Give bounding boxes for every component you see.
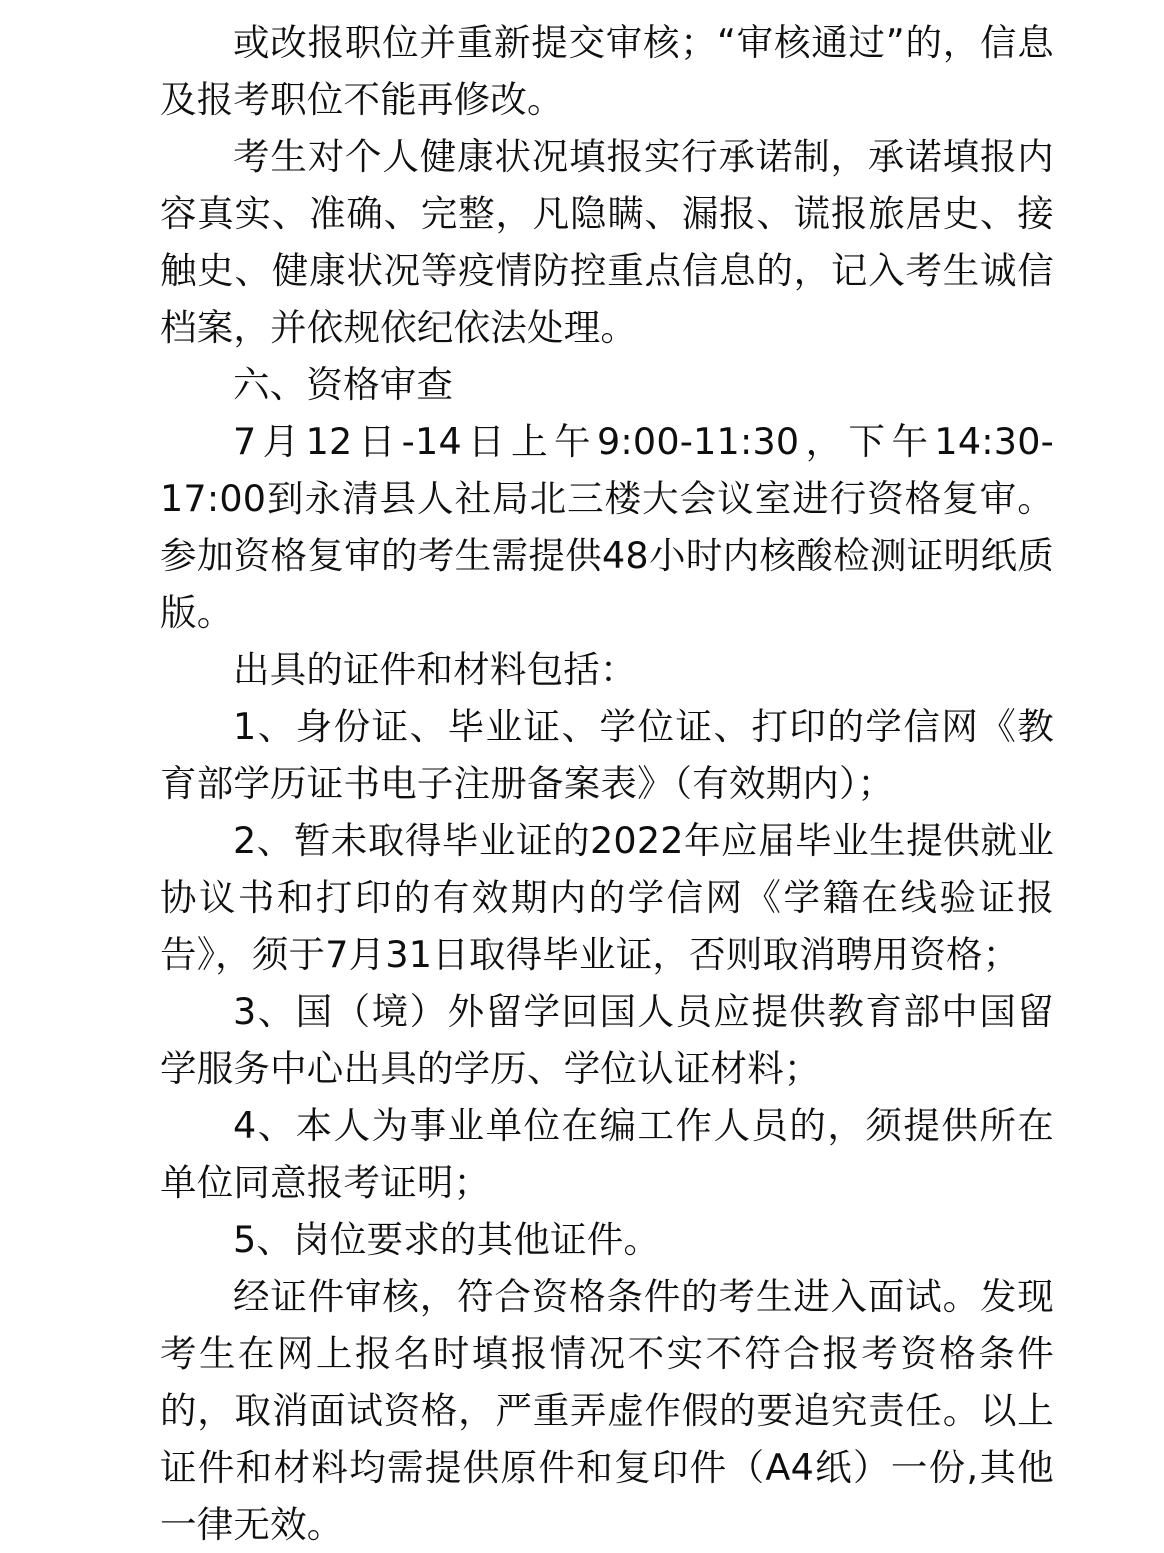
list-item-1-identity-documents: 1、身份证、毕业证、学位证、打印的学信网《教育部学历证书电子注册备案表》（有效期内）；: [160, 705, 1054, 805]
list-item-3-overseas-students: 3、国（境）外留学回国人员应提供教育部中国留学服务中心出具的学历、学位认证材料；: [160, 990, 1054, 1090]
paragraph-review-schedule: 7月12日-14日上午9:00-11:30，下午14:30-17:00到永清县人社局北三楼大会议室进行资格复审。参加资格复审的考生需提供48小时内核酸检测证明纸质版。: [160, 420, 1054, 634]
paragraph-revise-position: 或改报职位并重新提交审核；“审核通过”的，信息及报考职位不能再修改。: [160, 21, 1054, 121]
list-item-5-other-certificates: 5、岗位要求的其他证件。: [233, 1218, 661, 1261]
document-body: [160, 14, 1054, 1553]
list-item-4-public-institution-staff: 4、本人为事业单位在编工作人员的，须提供所在单位同意报考证明；: [160, 1104, 1054, 1204]
list-item-2-fresh-graduates: 2、暂未取得毕业证的2022年应届毕业生提供就业协议书和打印的有效期内的学信网《学籍在线验证报告》，须于7月31日取得毕业证，否则取消聘用资格；: [160, 819, 1054, 976]
paragraph-materials-intro: 出具的证件和材料包括：: [233, 648, 637, 691]
paragraph-review-result: 经证件审核，符合资格条件的考生进入面试。发现考生在网上报名时填报情况不实不符合报考资格条件的，取消面试资格，严重弄虚作假的要追究责任。以上证件和材料均需提供原件和复印件（A4纸）一份,其他一律无效。: [160, 1275, 1054, 1546]
section-heading-qualification-review: 六、资格审查: [233, 363, 454, 406]
paragraph-health-commitment: 考生对个人健康状况填报实行承诺制，承诺填报内容真实、准确、完整，凡隐瞒、漏报、谎报旅居史、接触史、健康状况等疫情防控重点信息的，记入考生诚信档案，并依规依纪依法处理。: [160, 135, 1054, 349]
